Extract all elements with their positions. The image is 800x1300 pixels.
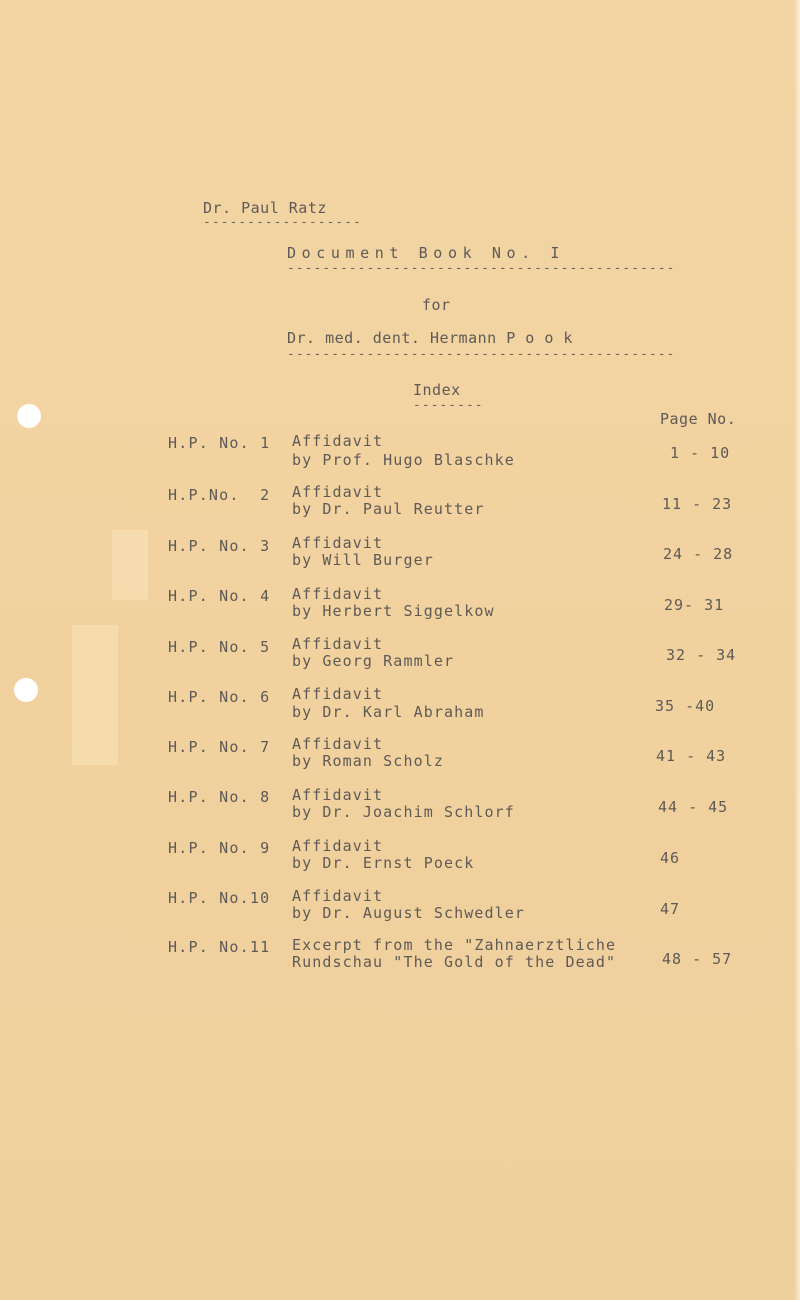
entry-pages: 11 - 23 [662, 495, 733, 513]
entry-type: Affidavit [292, 483, 384, 501]
entry-id: H.P. No. 4 [168, 587, 271, 605]
recipient-name: Dr. med. dent. Hermann P o o k [287, 329, 573, 347]
entry-pages: 29- 31 [664, 596, 725, 614]
entry-id: H.P. No. 6 [168, 688, 271, 706]
entry-id: H.P. No. 9 [168, 839, 271, 857]
entry-pages: 1 - 10 [670, 444, 731, 462]
punch-hole-bottom [14, 678, 38, 702]
entry-author: by Herbert Siggelkow [292, 602, 495, 620]
entry-pages: 44 - 45 [658, 798, 729, 816]
entry-type: Affidavit [292, 685, 384, 703]
book-title: Document Book No. I [287, 244, 565, 262]
for-label: for [422, 296, 451, 314]
entry-type: Affidavit [292, 786, 384, 804]
entry-type: Affidavit [292, 735, 384, 753]
entry-type: Affidavit [292, 534, 384, 552]
book-title-underline: -------------------------------------------- [287, 261, 676, 276]
page-edge [794, 0, 800, 1300]
entry-author: by Dr. August Schwedler [292, 904, 526, 922]
page-column-header: Page No. [660, 410, 737, 428]
entry-author: by Roman Scholz [292, 752, 444, 770]
entry-pages: 35 -40 [655, 697, 716, 715]
entry-type: Excerpt from the "Zahnaerztliche [292, 936, 617, 954]
entry-author: by Dr. Paul Reutter [292, 500, 485, 518]
entry-pages: 41 - 43 [656, 747, 727, 765]
entry-id: H.P. No. 7 [168, 738, 271, 756]
entry-type: Affidavit [292, 585, 384, 603]
entry-id: H.P.No. 2 [168, 486, 271, 504]
entry-author: by Prof. Hugo Blaschke [292, 451, 515, 469]
entry-id: H.P. No. 5 [168, 638, 271, 656]
entry-id: H.P. No.11 [168, 938, 271, 956]
tape-mark-large [72, 625, 118, 765]
entry-author: by Georg Rammler [292, 652, 455, 670]
entry-id: H.P. No.10 [168, 889, 271, 907]
entry-type: Affidavit [292, 432, 384, 450]
entry-author: by Dr. Ernst Poeck [292, 854, 475, 872]
entry-author: by Dr. Joachim Schlorf [292, 803, 515, 821]
author-name: Dr. Paul Ratz [203, 199, 327, 217]
entry-pages: 32 - 34 [666, 646, 737, 664]
index-underline: -------- [413, 398, 484, 413]
entry-author: by Dr. Karl Abraham [292, 703, 485, 721]
entry-pages: 24 - 28 [663, 545, 734, 563]
entry-author: Rundschau "The Gold of the Dead" [292, 953, 617, 971]
entry-id: H.P. No. 3 [168, 537, 271, 555]
entry-type: Affidavit [292, 887, 384, 905]
entry-pages: 48 - 57 [662, 950, 733, 968]
punch-hole-top [17, 404, 41, 428]
author-underline: ------------------ [203, 215, 362, 230]
index-heading: Index [413, 381, 461, 399]
entry-type: Affidavit [292, 837, 384, 855]
entry-id: H.P. No. 8 [168, 788, 271, 806]
entry-type: Affidavit [292, 635, 384, 653]
entry-author: by Will Burger [292, 551, 434, 569]
recipient-underline: -------------------------------------------- [287, 347, 676, 362]
entry-pages: 47 [660, 900, 681, 918]
entry-id: H.P. No. 1 [168, 434, 271, 452]
entry-pages: 46 [660, 849, 681, 867]
tape-mark [112, 530, 148, 600]
